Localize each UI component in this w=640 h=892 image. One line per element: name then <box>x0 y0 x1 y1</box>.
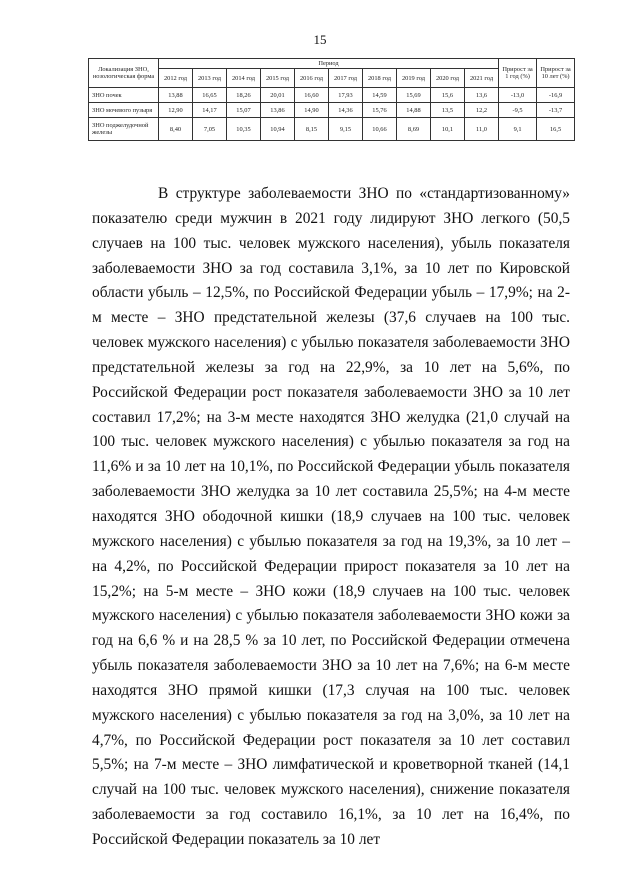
growth-10-years-cell: 16,5 <box>537 118 575 141</box>
table-cell: 14,88 <box>397 103 431 118</box>
header-year: 2014 год <box>227 69 261 88</box>
table-cell: 20,01 <box>261 88 295 103</box>
table-cell: 15,76 <box>363 103 397 118</box>
page-number: 15 <box>313 32 327 47</box>
row-label: ЗНО поджелудочной железы <box>89 118 159 141</box>
table-cell: 11,0 <box>465 118 499 141</box>
growth-10-years-cell: -16,9 <box>537 88 575 103</box>
table-cell: 14,17 <box>193 103 227 118</box>
table-cell: 14,36 <box>329 103 363 118</box>
table-cell: 12,90 <box>159 103 193 118</box>
table-cell: 18,26 <box>227 88 261 103</box>
header-growth-10-years: Прирост за 10 лет (%) <box>537 59 575 88</box>
table-cell: 9,15 <box>329 118 363 141</box>
header-growth-1-year: Прирост за 1 год (%) <box>499 59 537 88</box>
table-cell: 15,07 <box>227 103 261 118</box>
header-year: 2019 год <box>397 69 431 88</box>
header-period: Период <box>159 59 499 69</box>
table-cell: 7,05 <box>193 118 227 141</box>
table-cell: 8,15 <box>295 118 329 141</box>
table-cell: 13,6 <box>465 88 499 103</box>
table-cell: 15,69 <box>397 88 431 103</box>
table-cell: 10,66 <box>363 118 397 141</box>
table-cell: 16,60 <box>295 88 329 103</box>
header-year: 2013 год <box>193 69 227 88</box>
body-text <box>92 182 570 853</box>
table-cell: 10,35 <box>227 118 261 141</box>
table-cell: 10,94 <box>261 118 295 141</box>
header-year: 2015 год <box>261 69 295 88</box>
table-cell: 14,90 <box>295 103 329 118</box>
table-cell: 12,2 <box>465 103 499 118</box>
table-cell: 13,88 <box>159 88 193 103</box>
header-year: 2016 год <box>295 69 329 88</box>
incidence-table <box>88 58 575 141</box>
growth-1-year-cell: 9,1 <box>499 118 537 141</box>
growth-1-year-cell: -9,5 <box>499 103 537 118</box>
table-cell: 13,86 <box>261 103 295 118</box>
table-row <box>89 118 575 141</box>
header-year: 2012 год <box>159 69 193 88</box>
row-label: ЗНО мочевого пузыря <box>89 103 159 118</box>
growth-1-year-cell: -13,0 <box>499 88 537 103</box>
table-cell: 16,65 <box>193 88 227 103</box>
header-year: 2017 год <box>329 69 363 88</box>
table-cell: 8,40 <box>159 118 193 141</box>
table-cell: 10,1 <box>431 118 465 141</box>
header-localization: Локализация ЗНО, нозологическая форма <box>89 59 159 88</box>
paragraph: В структуре заболеваемости ЗНО по «стандартизованному» показателю среди мужчин в 2021 году лидируют ЗНО легкого (50,5 случаев на 100 тыс. человек мужского населения), убыль показателя заболеваемости ЗНО за год составила 3,1%, за 10 лет по Кировской области убыль – 12,5%, по Российской Федерации убыль – 17,9%; на 2-м месте – ЗНО предстательной железы (37,6 случаев на 100 тыс. человек мужского населения) с убылью показателя заболеваемости ЗНО предстательной железы за год на 22,9%, за 10 лет на 5,6%, по Российской Федерации рост показателя заболеваемости ЗНО за 10 лет составил 17,2%; на 3-м месте находятся ЗНО желудка (21,0 случай на 100 тыс. человек мужского населения) с убылью показателя за год на 11,6% и за 10 лет на 10,1%, по Российской Федерации убыль показателя заболеваемости ЗНО желудка за 10 лет составила 25,5%; на 4-м месте находятся ЗНО ободочной кишки (18,9 случаев на 100 тыс. человек мужского населения) с убылью показателя за год на 19,3%, за 10 лет – на 4,2%, по Российской Федерации прирост показателя за 10 лет на 15,2%; на 5-м месте – ЗНО кожи (18,9 случаев на 100 тыс. человек мужского населения) с убылью показателя заболеваемости ЗНО кожи за год на 6,6 % и на 28,5 % за 10 лет, по Российской Федерации отмечена убыль показателя заболеваемости ЗНО за 10 лет на 7,6%; на 6-м месте находятся ЗНО прямой кишки (17,3 случая на 100 тыс. человек мужского населения) с убылью показателя за год на 3,0%, за 10 лет на 4,7%, по Российской Федерации рост показателя за 10 лет составил 5,5%; на 7-м месте – ЗНО лимфатической и кроветворной тканей (14,1 случай на 100 тыс. человек мужского населения), снижение показателя заболеваемости за год составило 16,1%, за 10 лет на 16,4%, по Российской Федерации показатель за 10 лет <box>92 185 570 848</box>
header-year: 2018 год <box>363 69 397 88</box>
table-cell: 14,59 <box>363 88 397 103</box>
table-cell: 13,5 <box>431 103 465 118</box>
table-cell: 15,6 <box>431 88 465 103</box>
table-cell: 17,93 <box>329 88 363 103</box>
growth-10-years-cell: -13,7 <box>537 103 575 118</box>
table-row <box>89 88 575 103</box>
row-label: ЗНО почек <box>89 88 159 103</box>
table-cell: 8,69 <box>397 118 431 141</box>
table-row <box>89 103 575 118</box>
header-year: 2020 год <box>431 69 465 88</box>
header-year: 2021 год <box>465 69 499 88</box>
